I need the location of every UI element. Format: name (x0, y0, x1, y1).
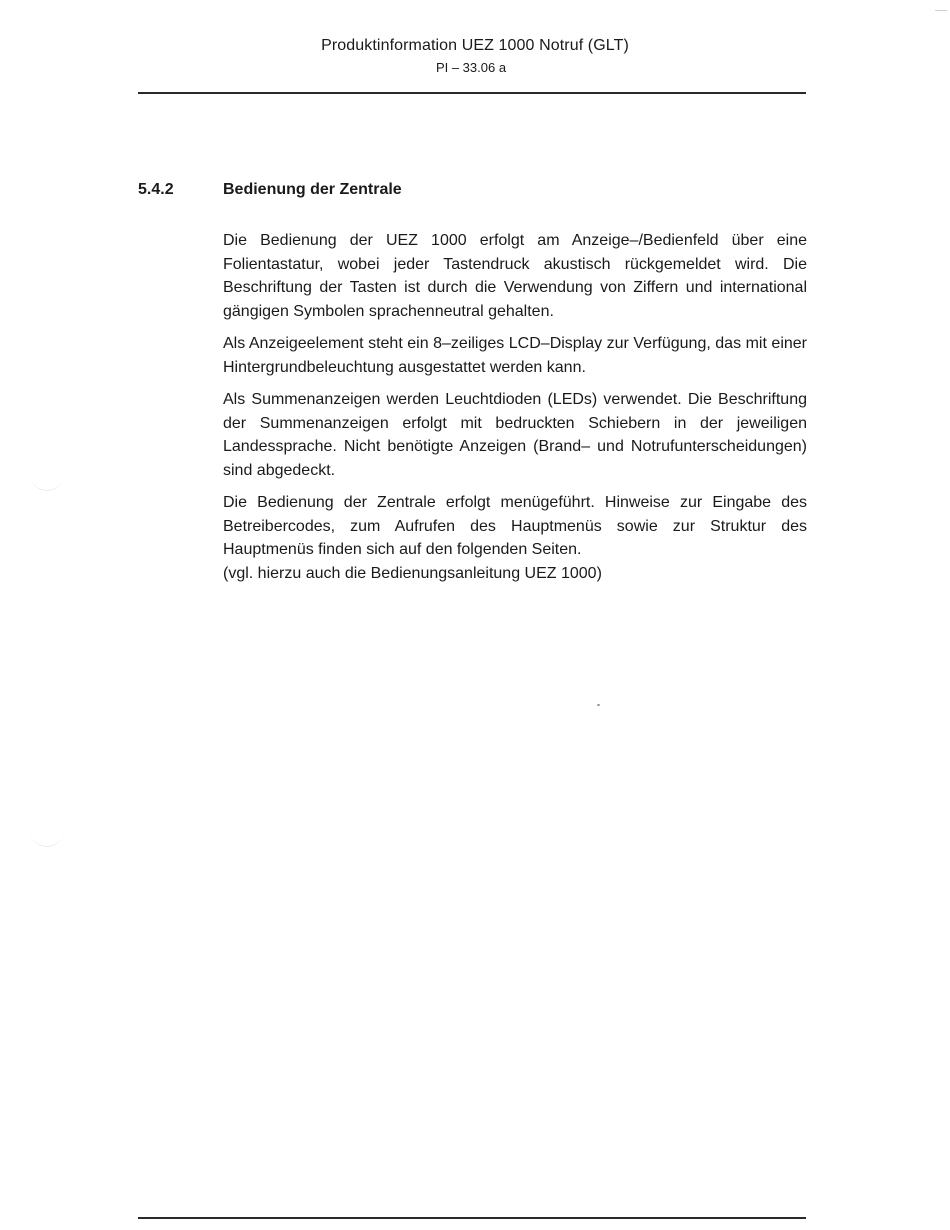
section-body (223, 229, 807, 585)
paragraph-menu-operation: Die Bedienung der Zentrale erfolgt menügeführt. Hinweise zur Eingabe des Betreibercodes, zum Aufrufen des Hauptmenüs sowie zur Struktur des Hauptmenüs finden sich auf den folgenden Seiten. (223, 494, 807, 558)
paragraph-led-indicators: Als Summenanzeigen werden Leuchtdioden (LEDs) verwendet. Die Beschriftung der Summenanzeigen erfolgt mit bedruckten Schiebern in der jeweiligen Landessprache. Nicht benötigte Anzeigen (Brand– und Notrufunterscheidungen) sind abgedeckt. (223, 391, 807, 479)
header-rule (138, 92, 806, 94)
section-heading: Bedienung der Zentrale (223, 181, 402, 198)
paragraph-display: Als Anzeigeelement steht ein 8–zeiliges LCD–Display zur Verfügung, das mit einer Hintergrundbeleuchtung ausgestattet werden kann. (223, 335, 807, 376)
punch-hole-mark-upper (30, 470, 64, 491)
paragraph-keypad: Die Bedienung der UEZ 1000 erfolgt am Anzeige–/Bedienfeld über eine Folientastatur, wobei jeder Tastendruck akustisch rückgemeldet wird. Die Beschriftung der Tasten ist durch die Verwendung von Ziffern und international gängigen Symbolen sprachenneutral gehalten. (223, 232, 807, 320)
punch-hole-mark-lower (30, 826, 64, 847)
document-reference-number: PI – 33.06 a (435, 60, 507, 75)
page-corner-mark (935, 0, 950, 11)
footer-rule (138, 1217, 806, 1219)
scan-speck (597, 704, 600, 706)
document-header-title: Produktinformation UEZ 1000 Notruf (GLT) (321, 37, 629, 54)
paragraph-reference-note: (vgl. hierzu auch die Bedienungsanleitung UEZ 1000) (223, 564, 602, 582)
section-number: 5.4.2 (138, 181, 174, 198)
